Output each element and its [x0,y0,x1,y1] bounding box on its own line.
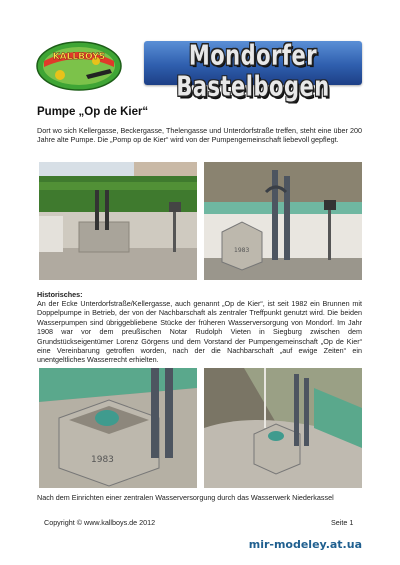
model-year-plate-2: 1983 [91,455,114,465]
photo-model-side [204,368,362,488]
banner-title: Mondorfer Bastelbogen [176,39,330,103]
logo-text: KALLBOYS [52,52,106,62]
photo-real-pump [39,162,197,280]
history-paragraph: An der Ecke Unterdorfstraße/Kellergasse, auch genannt „Op de Kier“, ist seit 1982 ein Brunnen mit Doppelpumpe in Betrieb, der von der Nachbarschaft als zentraler Treffpunkt genutzt wird. Die beiden Wasserpumpen sind übriggebliebene Stücke der früheren Wasserversorgung von Mondorf. Im Jahr 1908 war vor dem preußischen Notar Rudolph Vieten in Siegburg zwischen dem Grundstückseigentümer Lorenz Görgens und dem Vorstand der Pumpengemeinschaft „Op de Kier“ eine Vereinbarung getroffen worden, nach der die Nachbarschaft „auf ewige Zeiten“ ein unentgeltliches Wasserrecht erhielten. [37,299,362,365]
article-title: Pumpe „Op de Kier“ [37,106,149,118]
watermark: mir-modeley.at.ua [248,538,362,551]
kallboys-logo [36,39,122,91]
photo-model-closeup [39,368,197,488]
history-heading: Historisches: [37,290,83,299]
intro-paragraph: Dort wo sich Kellergasse, Beckergasse, Thelengasse und Unterdorfstraße treffen, steht eine über 200 Jahre alte Pumpe. Die „Pomp op de Kier“ wird von der Pumpengemeinschaft liebevoll gepflegt. [37,126,362,145]
copyright-notice: Copyright © www.kallboys.de 2012 [44,518,156,527]
model-year-plate-1: 1983 [234,247,250,254]
header [36,33,362,103]
continuation-paragraph: Nach dem Einrichten einer zentralen Wasserversorgung durch das Wasserwerk Niederkassel [37,493,334,502]
photo-model-front [204,162,362,280]
title-banner [144,39,362,103]
page-number: Seite 1 [331,518,354,527]
